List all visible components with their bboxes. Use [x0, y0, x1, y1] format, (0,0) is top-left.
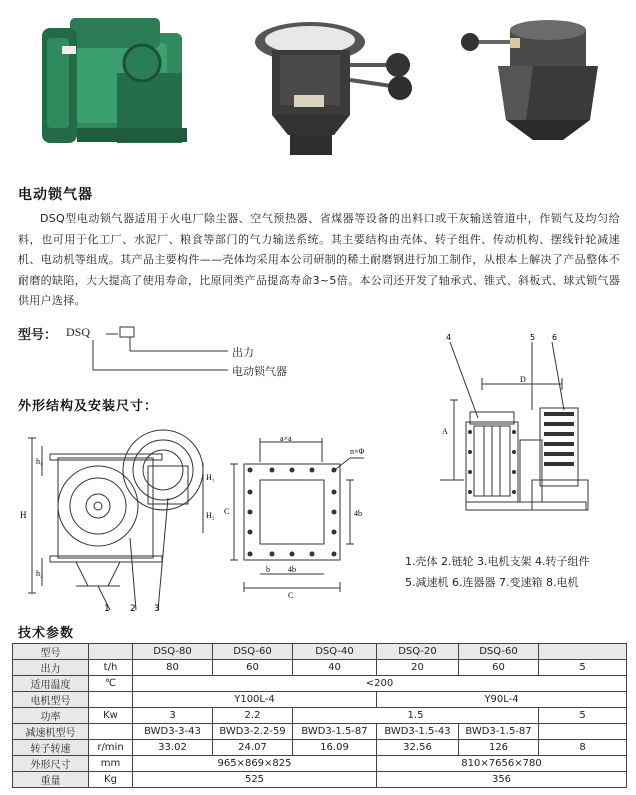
model-label: 型号：	[18, 328, 58, 343]
table-cell: BWD3-2.2-59	[213, 724, 293, 740]
dim-axa: a×a	[280, 434, 292, 443]
table-cell: 转子转速	[13, 740, 89, 756]
model-code: DSQ	[66, 325, 91, 339]
table-cell: 2.2	[213, 708, 293, 724]
callout-3: 3	[154, 604, 160, 614]
table-cell	[539, 644, 627, 660]
table-cell: 3	[133, 708, 213, 724]
table-row	[13, 724, 627, 740]
table-cell: 810×7656×780	[377, 756, 627, 772]
dim-A: A	[442, 427, 448, 436]
table-cell: 24.07	[213, 740, 293, 756]
table-row	[13, 740, 627, 756]
table-row	[13, 708, 627, 724]
model-name-label: 电动锁气器	[232, 365, 287, 378]
callout-4: 4	[446, 333, 452, 342]
assembly-drawing	[436, 330, 606, 540]
table-cell: Kg	[89, 772, 133, 788]
product-photo-rotary	[250, 10, 420, 165]
dim-h1: h₁	[36, 457, 43, 466]
product-description: DSQ型电动锁气器适用于火电厂除尘器、空气预热器、省煤器等设备的出料口或干灰输送管道中，作锁气及均匀给料，也可用于化工厂、水泥厂、粮食等部门的气力输送系统。其主要结构由壳体、转子组件、传动机构、摆线针轮减速机、电动机等组成。其产品主要构件——壳体均采用本公司研制的稀土耐磨钢进行加工制作，从根本上解决了产品整体不耐磨的缺陷，大大提高了使用寿命，比原同类产品提高寿命3~5倍。本公司还开发了轴承式、锥式、斜板式、球式锁气器供用户选择。	[18, 212, 620, 307]
table-cell: 965×869×825	[133, 756, 377, 772]
table-cell: Y90L-4	[377, 692, 627, 708]
table-cell: Kw	[89, 708, 133, 724]
product-photo-geared	[22, 8, 202, 168]
table-cell: 功率	[13, 708, 89, 724]
table-cell: r/min	[89, 740, 133, 756]
table-cell: 33.02	[133, 740, 213, 756]
table-cell: DSQ-60	[459, 644, 539, 660]
callout-1: 1	[104, 604, 110, 614]
model-output-label: 出力	[232, 346, 254, 359]
table-row	[13, 692, 627, 708]
table-cell: mm	[89, 756, 133, 772]
table-cell: 5	[539, 708, 627, 724]
table-cell: 40	[293, 660, 377, 676]
product-title: 电动锁气器	[18, 187, 93, 203]
model-code-diagram	[18, 322, 348, 382]
table-cell: 5	[539, 660, 627, 676]
table-cell: BWD3-3-43	[133, 724, 213, 740]
callout-2: 2	[130, 604, 136, 614]
row-label: 型号	[13, 644, 89, 660]
table-cell: 32.56	[377, 740, 459, 756]
table-cell: BWD3-1.5-43	[377, 724, 459, 740]
table-cell	[89, 724, 133, 740]
table-cell: 356	[377, 772, 627, 788]
row-unit	[89, 644, 133, 660]
table-cell: 126	[459, 740, 539, 756]
table-cell: 60	[459, 660, 539, 676]
table-cell: 20	[377, 660, 459, 676]
side-view-drawing	[18, 418, 218, 618]
dim-h2: h₂	[36, 569, 43, 578]
structure-title: 外形结构及安装尺寸：	[18, 399, 159, 414]
table-cell	[539, 724, 627, 740]
dim-H: H	[20, 510, 27, 520]
specs-table	[12, 643, 627, 788]
parts-legend-line1: 1.壳体 2.链轮 3.电机支架 4.转子组件	[405, 555, 590, 568]
parts-legend-line2: 5.减速机 6.连器器 7.变速箱 8.电机	[405, 576, 579, 589]
table-cell: Y100L-4	[133, 692, 377, 708]
dim-4b-right: 4b	[354, 509, 362, 518]
flange-plan-drawing	[222, 432, 372, 602]
table-cell: BWD3-1.5-87	[293, 724, 377, 740]
table-cell: 16.09	[293, 740, 377, 756]
table-cell	[89, 692, 133, 708]
table-cell: 80	[133, 660, 213, 676]
dim-nphi: n×Φ	[350, 447, 365, 456]
specs-title: 技术参数	[18, 626, 75, 641]
table-row	[13, 660, 627, 676]
table-row	[13, 644, 627, 660]
table-row	[13, 676, 627, 692]
table-cell: 重量	[13, 772, 89, 788]
dim-C-left: C	[224, 507, 230, 516]
table-cell: 外形尺寸	[13, 756, 89, 772]
callout-5: 5	[530, 333, 536, 342]
table-cell: <200	[133, 676, 627, 692]
dim-H1: H₁	[206, 473, 215, 482]
table-cell: DSQ-60	[213, 644, 293, 660]
table-cell: 60	[213, 660, 293, 676]
table-cell: DSQ-40	[293, 644, 377, 660]
table-cell: 出力	[13, 660, 89, 676]
table-cell: BWD3-1.5-87	[459, 724, 539, 740]
table-row	[13, 772, 627, 788]
table-cell: 适用温度	[13, 676, 89, 692]
dim-H2: H₂	[206, 511, 215, 520]
product-photo-cone	[458, 12, 606, 152]
table-cell: 电机型号	[13, 692, 89, 708]
table-cell: DSQ-80	[133, 644, 213, 660]
table-cell: DSQ-20	[377, 644, 459, 660]
dim-D: D	[520, 375, 526, 384]
dim-C-bottom: C	[288, 591, 294, 600]
table-cell: 减速机型号	[13, 724, 89, 740]
table-cell: 525	[133, 772, 377, 788]
table-cell: 1.5	[293, 708, 539, 724]
dim-b: b	[266, 565, 270, 574]
dim-4b-bottom: 4b	[288, 565, 296, 574]
callout-6: 6	[552, 333, 558, 342]
table-row	[13, 756, 627, 772]
model-section	[18, 322, 348, 382]
table-cell: 8	[539, 740, 627, 756]
table-cell: ℃	[89, 676, 133, 692]
table-cell: t/h	[89, 660, 133, 676]
